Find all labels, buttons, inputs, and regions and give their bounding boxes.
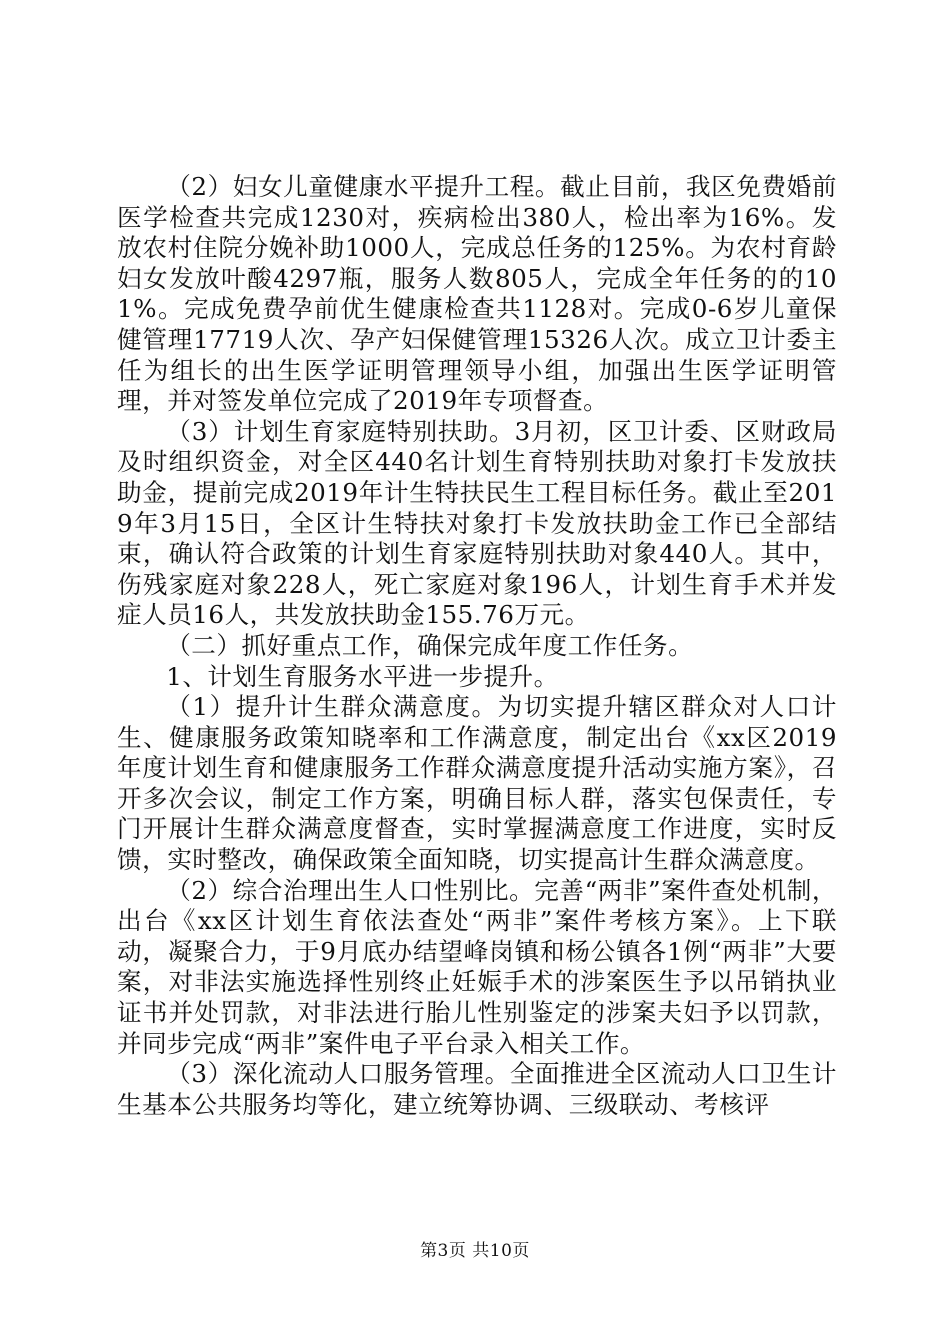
paragraph-women-children-health: （2）妇女儿童健康水平提升工程。截止目前，我区免费婚前医学检查共完成1230对，疾病检出380人，检出率为16%。发放农村住院分娩补助1000人，完成总任务的125%。为农村育龄妇女发放叶酸4297瓶，服务人数805人，完成全年任务的的101%。完成免费孕前优生健康检查共1128对。完成0-6岁儿童保健管理17719人次、孕产妇保健管理15326人次。成立卫计委主任为组长的出生医学证明管理领导小组，加强出生医学证明管理，并对签发单位完成了2019年专项督查。 — [117, 172, 837, 416]
document-body — [117, 172, 837, 1120]
paragraph-floating-population: （3）深化流动人口服务管理。全面推进全区流动人口卫生计生基本公共服务均等化，建立统筹协调、三级联动、考核评 — [117, 1059, 837, 1119]
page-number-footer: 第3页 共10页 — [420, 1241, 530, 1261]
paragraph-satisfaction: （1）提升计生群众满意度。为切实提升辖区群众对人口计生、健康服务政策知晓率和工作满意度，制定出台《xx区2019年度计划生育和健康服务工作群众满意度提升活动实施方案》，召开多次会议，制定工作方案，明确目标人群，落实包保责任，专门开展计生群众满意度督查，实时掌握满意度工作进度，实时反馈，实时整改，确保政策全面知晓，切实提高计生群众满意度。 — [117, 692, 837, 875]
paragraph-family-special-assistance: （3）计划生育家庭特别扶助。3月初，区卫计委、区财政局及时组织资金，对全区440名计划生育特别扶助对象打卡发放扶助金，提前完成2019年计生特扶民生工程目标任务。截止至2019年3月15日，全区计生特扶对象打卡发放扶助金工作已全部结束，确认符合政策的计划生育家庭特别扶助对象440人。其中，伤残家庭对象228人，死亡家庭对象196人，计划生育手术并发症人员16人，共发放扶助金155.76万元。 — [117, 416, 837, 630]
section-heading-key-work: （二）抓好重点工作，确保完成年度工作任务。 — [166, 630, 694, 660]
paragraph-sex-ratio: （2）综合治理出生人口性别比。完善“两非”案件查处机制，出台《xx区计划生育依法查处“两非”案件考核方案》。上下联动，凝聚合力，于9月底办结望峰岗镇和杨公镇各1例“两非”大要案，对非法实施选择性别终止妊娠手术的涉案医生予以吊销执业证书并处罚款，对非法进行胎儿性别鉴定的涉案夫妇予以罚款，并同步完成“两非”案件电子平台录入相关工作。 — [117, 875, 837, 1058]
subheading-family-planning-service: 1、计划生育服务水平进一步提升。 — [166, 661, 559, 691]
